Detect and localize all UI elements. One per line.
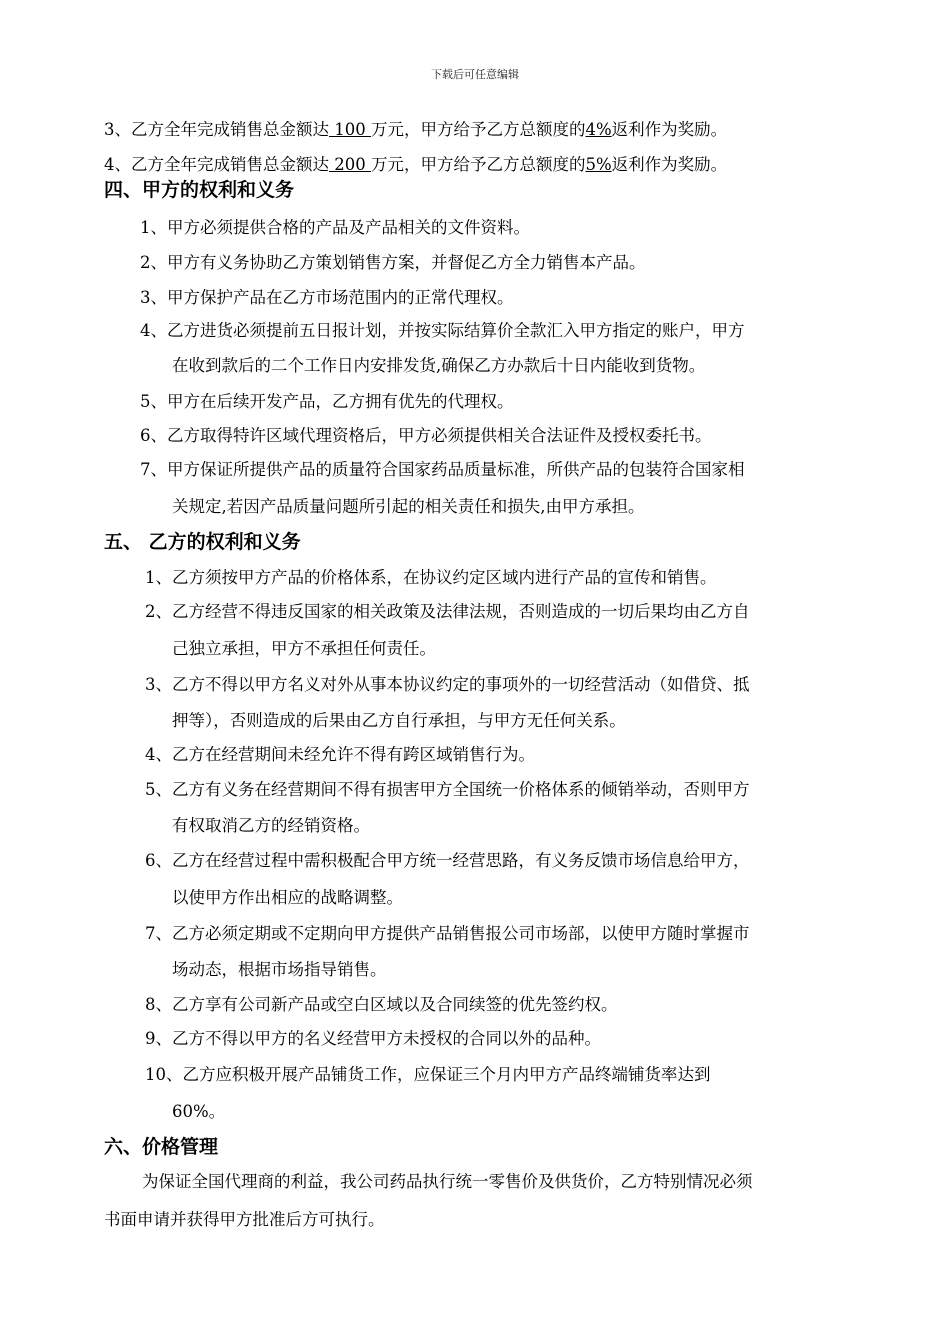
clause-line: 1、甲方必须提供合格的产品及产品相关的文件资料。	[140, 218, 530, 237]
clause-line: 2、甲方有义务协助乙方策划销售方案，并督促乙方全力销售本产品。	[140, 253, 646, 272]
clause-line: 4、乙方在经营期间未经允许不得有跨区域销售行为。	[145, 745, 535, 764]
clause-line: 1、乙方须按甲方产品的价格体系，在协议约定区域内进行产品的宣传和销售。	[145, 568, 717, 587]
clause-line: 5、甲方在后续开发产品，乙方拥有优先的代理权。	[140, 392, 514, 411]
clause-line: 场动态，根据市场指导销售。	[172, 960, 387, 979]
reward-text: 返利作为奖励。	[611, 120, 728, 139]
clause-line: 7、甲方保证所提供产品的质量符合国家药品质量标准，所供产品的包装符合国家相	[140, 460, 745, 479]
section-title-5: 五、 乙方的权利和义务	[104, 531, 301, 553]
clause-line: 8、乙方享有公司新产品或空白区域以及合同续签的优先签约权。	[145, 995, 618, 1014]
clause-line: 3、乙方不得以甲方名义对外从事本协议约定的事项外的一切经营活动（如借贷、抵	[145, 675, 750, 694]
clause-line: 10、乙方应积极开展产品铺货工作，应保证三个月内甲方产品终端铺货率达到	[145, 1065, 711, 1084]
reward-text: 万元，甲方给予乙方总额度的	[370, 120, 586, 139]
clause-line: 在收到款后的二个工作日内安排发货,确保乙方办款后十日内能收到货物。	[172, 356, 706, 375]
clause-line: 7、乙方必须定期或不定期向甲方提供产品销售报公司市场部，以使甲方随时掌握市	[145, 924, 750, 943]
clause-line: 5、乙方有义务在经营期间不得有损害甲方全国统一价格体系的倾销举动，否则甲方	[145, 780, 750, 799]
reward-percent: 4%	[585, 120, 612, 139]
paragraph-line: 书面申请并获得甲方批准后方可执行。	[104, 1210, 385, 1229]
paragraph-line: 为保证全国代理商的利益，我公司药品执行统一零售价及供货价，乙方特别情况必须	[142, 1172, 753, 1191]
clause-line: 关规定,若因产品质量问题所引起的相关责任和损失,由甲方承担。	[172, 497, 645, 516]
section-title-4: 四、甲方的权利和义务	[104, 179, 295, 201]
clause-line: 押等），否则造成的后果由乙方自行承担，与甲方无任何关系。	[172, 711, 626, 730]
clause-line: 6、乙方取得特许区域代理资格后，甲方必须提供相关合法证件及授权委托书。	[140, 426, 712, 445]
page-header: 下载后可任意编辑	[431, 68, 519, 81]
section-title-6: 六、价格管理	[104, 1136, 219, 1158]
reward-line	[104, 155, 727, 175]
clause-line: 4、乙方进货必须提前五日报计划，并按实际结算价全款汇入甲方指定的账户，甲方	[140, 321, 745, 340]
reward-line	[104, 120, 727, 140]
reward-text: 4、乙方全年完成销售总金额达	[104, 155, 329, 174]
reward-text: 3、乙方全年完成销售总金额达	[104, 120, 329, 139]
clause-line: 己独立承担，甲方不承担任何责任。	[172, 639, 436, 658]
clause-line: 以使甲方作出相应的战略调整。	[172, 888, 403, 907]
reward-text: 万元，甲方给予乙方总额度的	[370, 155, 586, 174]
clause-line: 2、乙方经营不得违反国家的相关政策及法律法规，否则造成的一切后果均由乙方自	[145, 602, 750, 621]
clause-line: 3、甲方保护产品在乙方市场范围内的正常代理权。	[140, 288, 514, 307]
reward-amount: 100	[329, 120, 371, 139]
reward-text: 返利作为奖励。	[611, 155, 728, 174]
clause-line: 6、乙方在经营过程中需积极配合甲方统一经营思路，有义务反馈市场信息给甲方，	[145, 851, 750, 870]
clause-line: 有权取消乙方的经销资格。	[172, 816, 370, 835]
reward-percent: 5%	[585, 155, 612, 174]
reward-amount: 200	[329, 155, 371, 174]
clause-line: 9、乙方不得以甲方的名义经营甲方未授权的合同以外的品种。	[145, 1029, 601, 1048]
clause-line: 60%。	[172, 1102, 226, 1121]
